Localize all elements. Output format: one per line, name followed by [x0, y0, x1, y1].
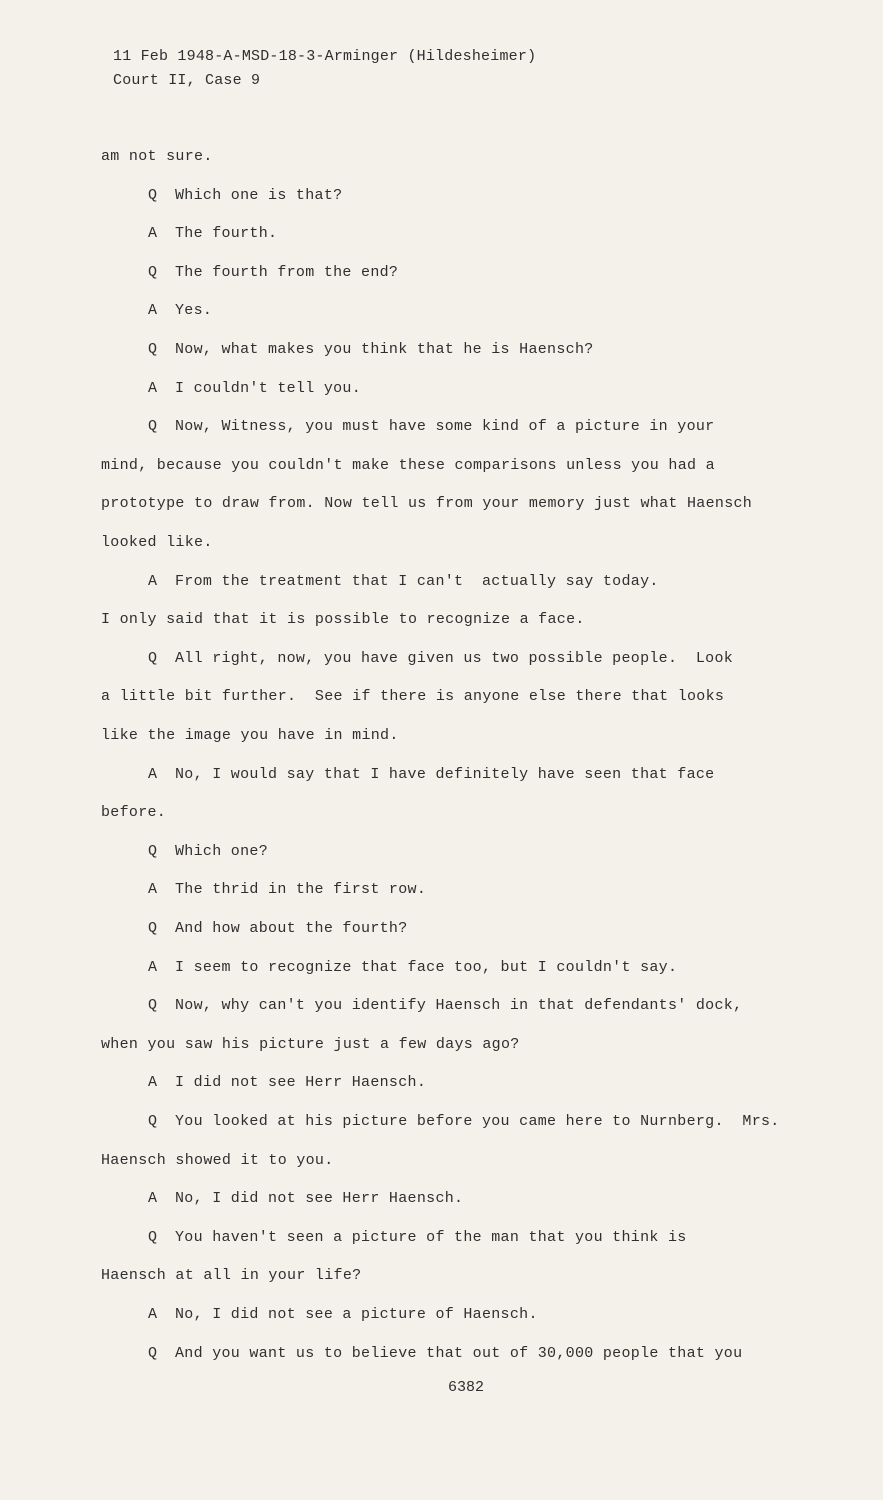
transcript-line [101, 611, 585, 628]
transcript-line [148, 418, 714, 435]
page-number: 6382 [448, 1379, 485, 1396]
speaker-label: Q [148, 1344, 158, 1362]
speaker-label: Q [148, 186, 158, 204]
transcript-line [101, 1036, 520, 1053]
transcript-line [148, 997, 742, 1014]
transcript-line [148, 187, 342, 204]
line-text: The fourth. [175, 225, 278, 243]
transcript-line [148, 341, 594, 358]
line-text: Now, what makes you think that he is Haensch? [175, 341, 594, 358]
line-text: Yes. [175, 302, 213, 320]
line-text: The fourth from the end? [175, 263, 399, 281]
speaker-label: Q [148, 842, 158, 860]
speaker-label: Q [148, 997, 158, 1015]
header-court-line: Court II, Case 9 [113, 72, 261, 89]
line-text: No, I would say that I have definitely have seen that face [175, 765, 715, 783]
speaker-label: A [148, 1074, 158, 1092]
transcript-line [148, 1190, 463, 1207]
speaker-label: A [148, 572, 158, 590]
line-text: looked like. [101, 534, 213, 551]
transcript-line [148, 1345, 742, 1362]
transcript-line [148, 264, 398, 281]
transcript-line [148, 1113, 780, 1130]
line-text: All right, now, you have given us two possible people. Look [175, 649, 734, 667]
line-text: I only said that it is possible to recognize a face. [101, 611, 585, 629]
line-text: Now, Witness, you must have some kind of a picture in your [175, 418, 715, 436]
line-text: And how about the fourth? [175, 920, 408, 937]
line-text: Which one is that? [175, 186, 343, 204]
speaker-label: Q [148, 920, 158, 937]
transcript-line [101, 457, 715, 474]
line-text: prototype to draw from. Now tell us from your memory just what Haensch [101, 495, 753, 513]
speaker-label: Q [148, 649, 158, 667]
speaker-label: A [148, 1190, 158, 1208]
transcript-line [148, 380, 361, 397]
line-text: The thrid in the first row. [175, 881, 427, 899]
speaker-label: Q [148, 418, 158, 436]
transcript-line [101, 804, 166, 821]
transcript-line [148, 959, 677, 976]
transcript-line [148, 843, 268, 860]
line-text: No, I did not see Herr Haensch. [175, 1190, 464, 1208]
line-text: Which one? [175, 842, 269, 860]
transcript-line [101, 495, 752, 512]
speaker-label: A [148, 765, 158, 783]
transcript-line [148, 650, 733, 667]
header-date-line: 11 Feb 1948-A-MSD-18-3-Arminger (Hildesheimer) [113, 48, 537, 65]
speaker-label: A [148, 379, 158, 397]
speaker-label: A [148, 302, 158, 320]
speaker-label: A [148, 881, 158, 899]
speaker-label: Q [148, 263, 158, 281]
line-text: Now, why can't you identify Haensch in that defendants' dock, [175, 997, 743, 1015]
line-text: like the image you have in mind. [101, 727, 399, 744]
line-text: a little bit further. See if there is anyone else there that looks [101, 688, 725, 706]
transcript-line [148, 881, 426, 898]
line-text: am not sure. [101, 148, 213, 165]
line-text: before. [101, 804, 167, 822]
transcript-line [101, 727, 399, 744]
transcript-line [101, 148, 213, 165]
line-text: And you want us to believe that out of 30,000 people that you [175, 1344, 743, 1362]
transcript-line [148, 1229, 687, 1246]
speaker-label: Q [148, 1228, 158, 1246]
speaker-label: A [148, 958, 158, 976]
transcript-line [148, 1074, 426, 1091]
transcript-line [101, 1152, 334, 1169]
line-text: when you saw his picture just a few days ago? [101, 1035, 520, 1053]
line-text: You looked at his picture before you came here to Nurnberg. Mrs. [175, 1113, 780, 1130]
line-text: You haven't seen a picture of the man that you think is [175, 1228, 687, 1246]
line-text: I seem to recognize that face too, but I couldn't say. [175, 958, 678, 976]
speaker-label: A [148, 225, 158, 243]
speaker-label: Q [148, 1113, 158, 1130]
line-text: mind, because you couldn't make these comparisons unless you had a [101, 456, 715, 474]
transcript-line [148, 1306, 538, 1323]
transcript-line [101, 688, 724, 705]
transcript-line [101, 1267, 361, 1284]
line-text: I did not see Herr Haensch. [175, 1074, 427, 1092]
transcript-line [148, 920, 408, 937]
line-text: I couldn't tell you. [175, 379, 362, 397]
speaker-label: Q [148, 341, 158, 358]
transcript-line [148, 766, 714, 783]
line-text: Haensch showed it to you. [101, 1151, 334, 1169]
transcript-line [101, 534, 213, 551]
line-text: No, I did not see a picture of Haensch. [175, 1306, 538, 1323]
transcript-line [148, 573, 659, 590]
transcript-line [148, 225, 277, 242]
line-text: Haensch at all in your life? [101, 1267, 362, 1285]
transcript-line [148, 302, 212, 319]
speaker-label: A [148, 1306, 158, 1323]
line-text: From the treatment that I can't actually say today. [175, 572, 659, 590]
